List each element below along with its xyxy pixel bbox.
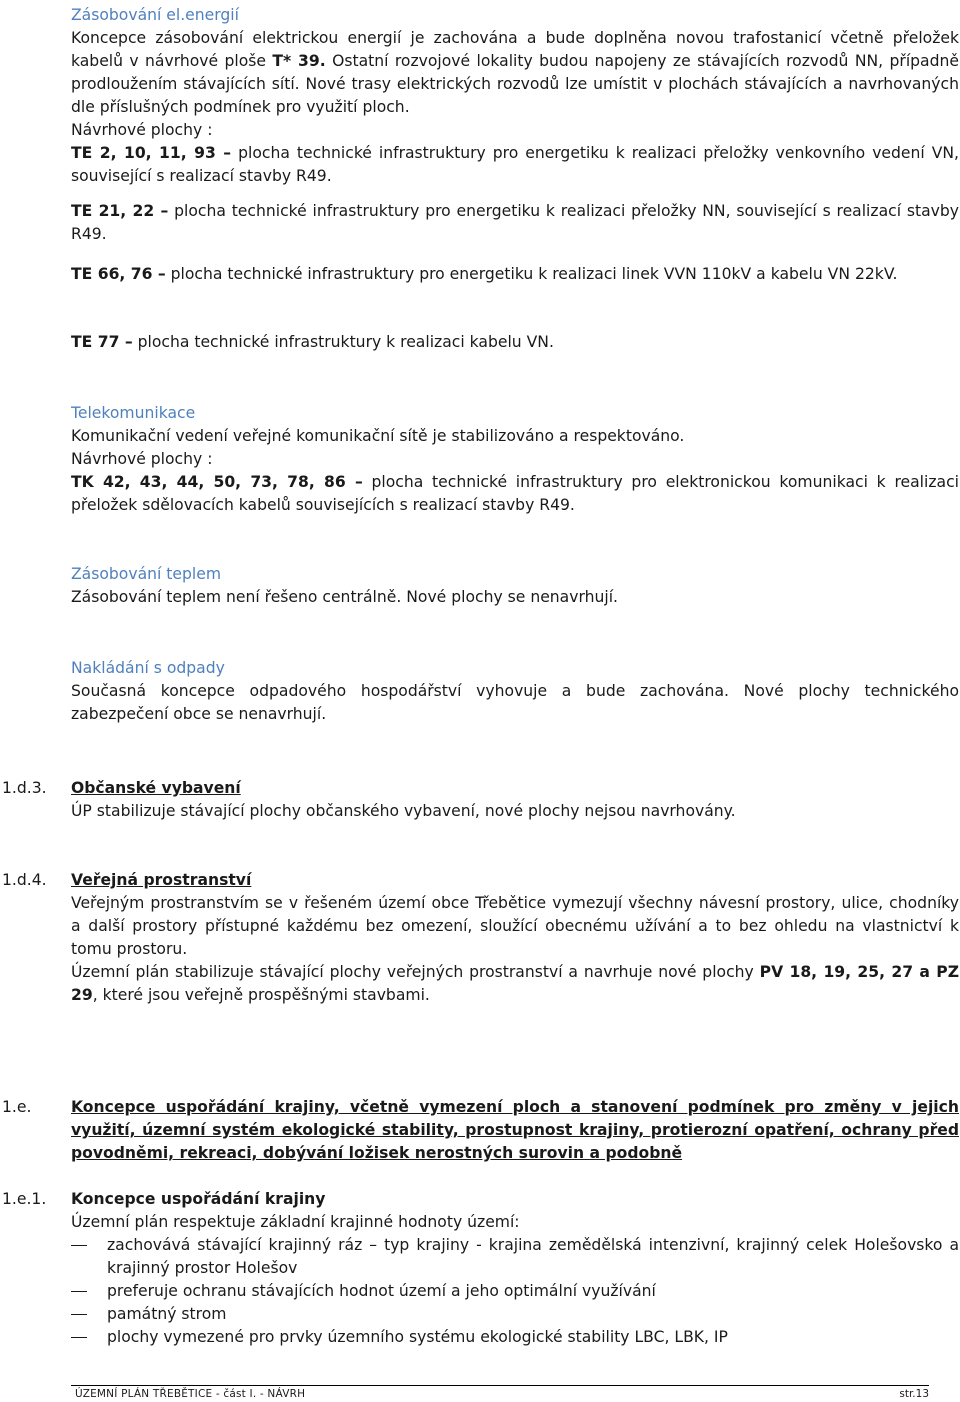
public-space-number: 1.d.4.: [2, 871, 47, 889]
landscape-concept-heading: Koncepce uspořádání krajiny: [71, 1190, 326, 1208]
energy-item-text: plocha technické infrastruktury pro energetiku k realizaci přeložky NN, související s realizací stavby R49.: [71, 202, 959, 243]
energy-item-text: plocha technické infrastruktury pro energetiku k realizaci přeložky venkovního vedení VN, související s realizací stavby R49.: [71, 144, 960, 185]
energy-item-code: TE 21, 22 –: [71, 202, 169, 220]
energy-item-code: TE 77 –: [71, 333, 133, 351]
telecom-item: [71, 471, 959, 517]
waste-heading: Nakládání s odpady: [71, 659, 225, 677]
footer-page-number: str.13: [899, 1388, 929, 1400]
public-space-text-end: , které jsou veřejně prospěšnými stavbami.: [92, 986, 430, 1004]
landscape-heading: Koncepce uspořádání krajiny, včetně vymezení ploch a stanovení podmínek pro změny v jejich využití, územní systém ekologické stability, prostupnost krajiny, protierozní opatření, ochrany před povodněmi, rekreaci, dobývání ložisek nerostných surovin a podobně: [71, 1098, 959, 1162]
energy-item: [71, 263, 959, 286]
telecom-item-text: plocha technické infrastruktury pro elektronickou komunikaci k realizaci přeložek sdělovacích kabelů souvisejících s realizací stavby R49.: [71, 473, 959, 514]
heat-paragraph: Zásobování teplem není řešeno centrálně. Nové plochy se nenavrhují.: [71, 588, 618, 606]
civic-heading: Občanské vybavení: [71, 779, 241, 797]
energy-item: [71, 331, 959, 354]
telecom-item-code: TK 42, 43, 44, 50, 73, 78, 86 –: [71, 473, 363, 491]
public-space-areas: PV 18, 19, 25, 27 a PZ 29: [71, 963, 960, 1004]
civic-number: 1.d.3.: [2, 779, 47, 797]
energy-item-text: plocha technické infrastruktury k realizaci kabelu VN.: [132, 333, 554, 351]
energy-item-code: TE 2, 10, 11, 93 –: [71, 144, 232, 162]
landscape-values-list: [71, 1234, 959, 1349]
public-space-text: Územní plán stabilizuje stávající plochy veřejných prostranství a navrhuje nové plochy: [71, 963, 760, 981]
list-item: preferuje ochranu stávajících hodnot území a jeho optimální využívání: [71, 1280, 959, 1303]
landscape-concept-section: [2, 1188, 959, 1349]
energy-item: [71, 142, 959, 188]
civic-section: [2, 777, 959, 823]
landscape-number: 1.e.: [2, 1098, 32, 1116]
heat-heading: Zásobování teplem: [71, 565, 222, 583]
telecom-section: [71, 402, 959, 517]
heat-section: [71, 563, 959, 609]
energy-item: [71, 200, 959, 246]
energy-text-1: Koncepce zásobování elektrickou energií je zachována a bude doplněna novou trafostanicí včetně přeložek kabelů v návrhové ploše: [71, 29, 959, 70]
energy-paragraph: [71, 27, 959, 119]
footer-document-title: ÚZEMNÍ PLÁN TŘEBĚTICE - část I. - NÁVRH: [75, 1388, 306, 1400]
energy-proposed-label: Návrhové plochy :: [71, 121, 213, 139]
list-item: zachovává stávající krajinný ráz – typ krajiny - krajina zemědělská intenzivní, krajinný celek Holešovsko a krajinný prostor Holešov: [71, 1234, 959, 1280]
landscape-section: [2, 1096, 959, 1165]
telecom-heading: Telekomunikace: [71, 404, 196, 422]
waste-section: [71, 657, 959, 726]
public-space-paragraph-2: [71, 961, 959, 1007]
public-space-section: [2, 869, 960, 1007]
energy-text-2: Ostatní rozvojové lokality budou napojeny ze stávajících rozvodů NN, případně prodloužením stávajících sítí.: [71, 52, 959, 93]
energy-area-t39: T* 39.: [272, 52, 326, 70]
landscape-concept-number: 1.e.1.: [2, 1190, 47, 1208]
public-space-heading: Veřejná prostranství: [71, 871, 252, 889]
landscape-concept-paragraph: Územní plán respektuje základní krajinné hodnoty území:: [71, 1213, 520, 1231]
list-item: plochy vymezené pro prvky územního systému ekologické stability LBC, LBK, IP: [71, 1326, 959, 1349]
public-space-paragraph-1: Veřejným prostranstvím se v řešeném území obce Třebětice vymezují všechny návesní prostory, ulice, chodníky a další prostory přístupné každému bez omezení, sloužící obecnému užívání a to bez ohledu na vlastnictví k tomu prostoru.: [71, 894, 959, 958]
telecom-paragraph: Komunikační vedení veřejné komunikační sítě je stabilizováno a respektováno.: [71, 427, 685, 445]
energy-item-code: TE 66, 76 –: [71, 265, 166, 283]
civic-paragraph: ÚP stabilizuje stávající plochy občanského vybavení, nové plochy nejsou navrhovány.: [71, 802, 736, 820]
telecom-proposed-label: Návrhové plochy :: [71, 450, 213, 468]
list-item: památný strom: [71, 1303, 959, 1326]
energy-section: [71, 4, 959, 188]
page-footer: [71, 1385, 929, 1400]
energy-text-3: Nové trasy elektrických rozvodů lze umístit v plochách stávajících a navrhovaných dle příslušných podmínek pro využití ploch.: [71, 75, 959, 116]
energy-heading: Zásobování el.energií: [71, 6, 239, 24]
waste-paragraph: Současná koncepce odpadového hospodářství vyhovuje a bude zachována. Nové plochy technického zabezpečení obce se nenavrhují.: [71, 682, 959, 723]
energy-item-text: plocha technické infrastruktury pro energetiku k realizaci linek VVN 110kV a kabelu VN 22kV.: [165, 265, 898, 283]
